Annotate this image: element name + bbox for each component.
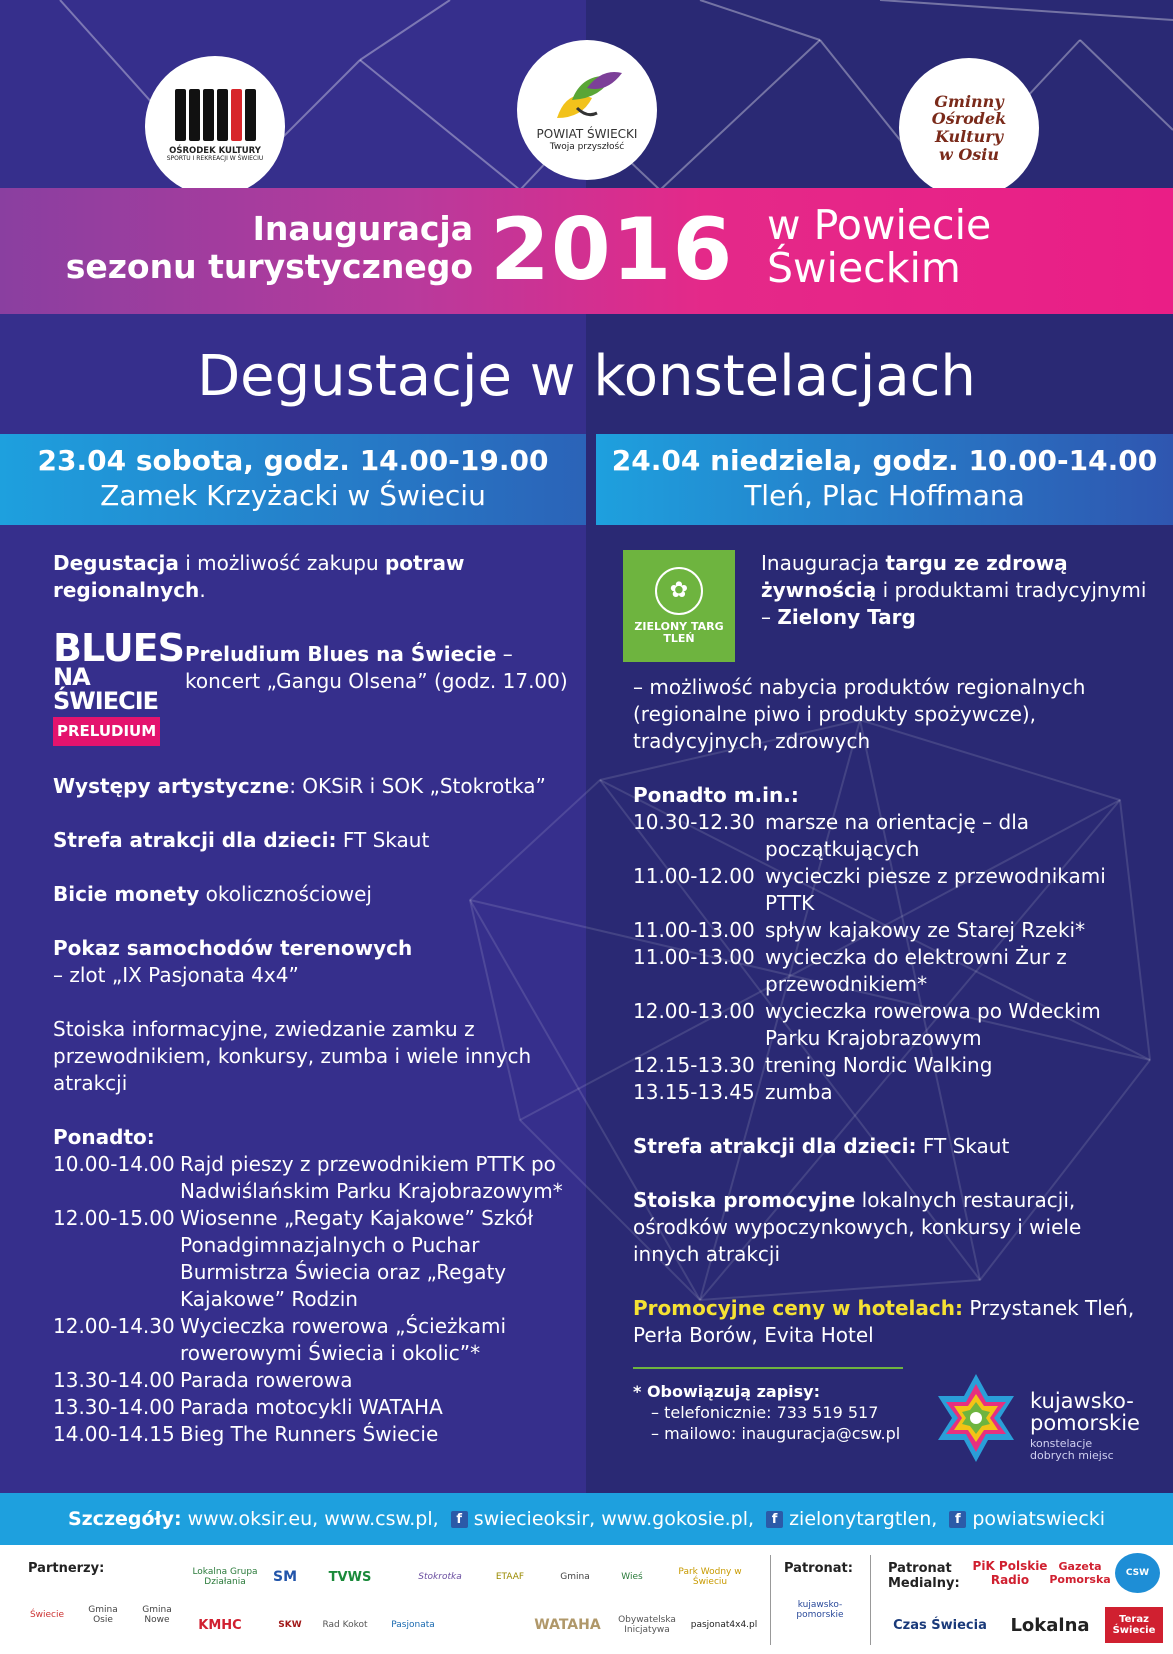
kujawsko-pomorskie-logo bbox=[930, 1372, 1150, 1472]
partner-logo: Wieś bbox=[621, 1572, 643, 1582]
partners-label: Partnerzy: bbox=[28, 1561, 105, 1576]
banner-right2: Świeckim bbox=[767, 244, 961, 293]
strefa-right-bold: Strefa atrakcji dla dzieci: bbox=[633, 1134, 917, 1158]
schedule-text: Parada motocykli WATAHA bbox=[180, 1395, 443, 1419]
partner-logo: Świecie bbox=[29, 1610, 65, 1620]
schedule-text: marsze na orientację – dla początkujących bbox=[765, 810, 1030, 861]
bicie-bold: Bicie monety bbox=[53, 882, 200, 906]
oksir-logo bbox=[145, 56, 285, 196]
pokaz-paragraph bbox=[53, 935, 573, 989]
degustacja-bold2: potraw regionalnych bbox=[53, 551, 465, 602]
schedule-time: 12.00-15.00 bbox=[53, 1206, 175, 1230]
partner-logo: WATAHA bbox=[534, 1617, 601, 1633]
kp-name1: kujawsko- bbox=[1030, 1389, 1134, 1413]
schedule-time: 12.15-13.30 bbox=[633, 1053, 755, 1077]
banner-left-text bbox=[66, 210, 473, 286]
oksir-bars-icon bbox=[175, 89, 256, 141]
powiat-logo-line1: POWIAT ŚWIECKI bbox=[536, 126, 638, 141]
right-schedule bbox=[633, 809, 1153, 1106]
schedule-text: Rajd pieszy z przewodnikiem PTTK po Nadwiślańskim Parku Krajobrazowym* bbox=[180, 1152, 563, 1203]
partner-logo: Park Wodny w Świeciu bbox=[678, 1567, 742, 1587]
schedule-text: Bieg The Runners Świecie bbox=[180, 1422, 439, 1446]
schedule-time: 10.30-12.30 bbox=[633, 810, 755, 834]
schedule-text: wycieczka do elektrowni Żur z przewodnikiem* bbox=[765, 945, 1067, 996]
kp-subtitle bbox=[1030, 1438, 1114, 1462]
strefa-left-bold: Strefa atrakcji dla dzieci: bbox=[53, 828, 337, 852]
media-logo: Lokalna bbox=[1010, 1614, 1090, 1636]
main-title: Degustacje w konstelacjach bbox=[197, 344, 976, 409]
note-divider bbox=[633, 1367, 903, 1369]
zt-text1: Inauguracja bbox=[761, 551, 886, 575]
degustacja-paragraph bbox=[53, 550, 573, 604]
gok-line4: w Osiu bbox=[939, 144, 999, 164]
partner-logo: SKW bbox=[278, 1620, 302, 1630]
title-banner bbox=[0, 188, 1173, 314]
blues-text bbox=[185, 641, 573, 695]
strefa-right-paragraph bbox=[633, 1133, 1153, 1160]
gok-line2: Ośrodek bbox=[931, 109, 1007, 129]
powiat-logo-line2: Twoja przyszłość bbox=[549, 141, 625, 152]
stoiska-right-paragraph bbox=[633, 1187, 1153, 1268]
tree-icon: ✿ bbox=[655, 567, 703, 615]
strefa-right-text: FT Skaut bbox=[916, 1134, 1010, 1158]
stoiska-right-text: lokalnych restauracji, ośrodków wypoczynkowych, konkursy i wiele innych atrakcji bbox=[633, 1188, 1082, 1266]
stoiska-right-bold: Stoiska promocyjne bbox=[633, 1188, 856, 1212]
promo-bold: Promocyjne ceny w hotelach: bbox=[633, 1296, 963, 1320]
note-phone: – telefonicznie: 733 519 517 bbox=[651, 1403, 879, 1422]
schedule-time: 12.00-13.00 bbox=[633, 999, 755, 1023]
partner-logo: Gmina Nowe bbox=[142, 1605, 172, 1625]
zielony-targ-item bbox=[633, 550, 1153, 662]
promo-paragraph bbox=[633, 1295, 1153, 1349]
strefa-left-paragraph bbox=[53, 827, 573, 854]
partners-strip bbox=[0, 1545, 1173, 1654]
ponadto-left-label: Ponadto: bbox=[53, 1125, 155, 1149]
pokaz-text: – zlot „IX Pasjonata 4x4” bbox=[53, 963, 299, 987]
facebook-icon: f bbox=[949, 1511, 966, 1528]
schedule-text: zumba bbox=[765, 1080, 833, 1104]
schedule-time: 13.15-13.45 bbox=[633, 1080, 755, 1104]
partner-logo: TVWS bbox=[328, 1569, 372, 1585]
zielony-targ-logo-text: ZIELONY TARG TLEŃ bbox=[634, 619, 724, 645]
blues-logo-line3: PRELUDIUM bbox=[53, 717, 160, 746]
zt-bold1: targu ze zdrową żywnością bbox=[761, 551, 1068, 602]
blues-item bbox=[53, 626, 573, 746]
details-fb2[interactable]: zielonytargtlen, bbox=[789, 1508, 938, 1530]
media-logo: CSW bbox=[1115, 1553, 1160, 1593]
schedule-text: wycieczki piesze z przewodnikami PTTK bbox=[765, 864, 1106, 915]
degustacja-end: . bbox=[199, 578, 206, 602]
degustacja-text: i możliwość zakupu bbox=[178, 551, 385, 575]
partner-logo: Pasjonata bbox=[391, 1620, 435, 1630]
partner-logo: KMHC bbox=[198, 1617, 242, 1633]
patronat-divider bbox=[870, 1555, 871, 1645]
partners-divider bbox=[770, 1555, 771, 1645]
details-fb1[interactable]: swiecieoksir, www.gokosie.pl, bbox=[473, 1508, 755, 1530]
media-logo: Czas Świecia bbox=[893, 1617, 987, 1633]
zt-text2: i produktami tradycyjnymi – bbox=[761, 578, 1147, 629]
partner-logo: Lokalna Grupa Działania bbox=[192, 1567, 258, 1587]
blues-logo bbox=[53, 626, 185, 746]
schedule-text: Wycieczka rowerowa „Ścieżkami rowerowymi Świecia i okolic”* bbox=[180, 1314, 507, 1365]
powiat-swiecki-logo bbox=[517, 40, 657, 180]
gok-line1: Gminny bbox=[934, 91, 1004, 111]
patronat-medialny-label: Patronat Medialny: bbox=[888, 1561, 960, 1591]
details-bar bbox=[0, 1493, 1173, 1545]
partner-logo: ETAAF bbox=[495, 1572, 525, 1582]
oksir-logo-line1: OŚRODEK KULTURY bbox=[169, 145, 261, 156]
media-logo: Teraz Świecie bbox=[1105, 1607, 1163, 1643]
right-column bbox=[633, 550, 1153, 1444]
date-bar-right bbox=[596, 434, 1173, 525]
note-mail: – mailowo: inauguracja@csw.pl bbox=[651, 1424, 901, 1443]
ponadto-right-heading bbox=[633, 782, 1153, 809]
banner-line1: Inauguracja bbox=[252, 209, 473, 248]
strefa-left-text: FT Skaut bbox=[336, 828, 430, 852]
gok-line3: Kultury bbox=[934, 127, 1003, 146]
schedule-time: 13.30-14.00 bbox=[53, 1368, 175, 1392]
kp-name2: pomorskie bbox=[1030, 1411, 1140, 1435]
details-label: Szczegóły: bbox=[67, 1508, 182, 1530]
banner-year: 2016 bbox=[490, 200, 734, 300]
wystepy-text: : OKSiR i SOK „Stokrotka” bbox=[289, 774, 546, 798]
kp-star-icon bbox=[930, 1372, 1022, 1464]
wystepy-bold: Występy artystyczne bbox=[53, 774, 290, 798]
kp-sub2: dobrych miejsc bbox=[1030, 1449, 1114, 1462]
date-left-line2: Zamek Krzyżacki w Świeciu bbox=[100, 479, 486, 512]
bicie-paragraph bbox=[53, 881, 573, 908]
pokaz-bold: Pokaz samochodów terenowych bbox=[53, 936, 413, 960]
kp-name bbox=[1030, 1390, 1140, 1434]
patronat-label: Patronat: bbox=[784, 1561, 853, 1576]
media-logo: PiK Polskie Radio bbox=[972, 1559, 1048, 1587]
blues-logo-line1: BLUES bbox=[53, 626, 185, 670]
schedule-time: 11.00-13.00 bbox=[633, 918, 755, 942]
kp-sub1: konstelacje bbox=[1030, 1437, 1093, 1450]
date-right-line2: Tleń, Plac Hoffmana bbox=[744, 479, 1025, 512]
schedule-time: 10.00-14.00 bbox=[53, 1152, 175, 1176]
banner-right-text bbox=[767, 201, 992, 293]
zt-bold2: Zielony Targ bbox=[777, 605, 916, 629]
partner-logo: Gmina bbox=[560, 1572, 590, 1582]
gok-osie-logo bbox=[899, 58, 1039, 198]
schedule-text: spływ kajakowy ze Starej Rzeki* bbox=[765, 918, 1086, 942]
promo-text: Przystanek Tleń, Perła Borów, Evita Hotel bbox=[633, 1296, 1135, 1347]
left-schedule bbox=[53, 1151, 573, 1448]
schedule-time: 14.00-14.15 bbox=[53, 1422, 175, 1446]
facebook-icon: f bbox=[766, 1511, 783, 1528]
schedule-text: Parada rowerowa bbox=[180, 1368, 353, 1392]
schedule-text: wycieczka rowerowa po Wdeckim Parku Krajobrazowym bbox=[765, 999, 1101, 1050]
date-right-line1: 24.04 niedziela, godz. 10.00-14.00 bbox=[611, 444, 1158, 477]
note-title: * Obowiązują zapisy: bbox=[633, 1382, 820, 1401]
schedule-text: Wiosenne „Regaty Kajakowe” Szkół Ponadgimnazjalnych o Puchar Burmistrza Świecia oraz „Regaty Kajakowe” Rodzin bbox=[180, 1206, 534, 1311]
partner-logo: Stokrotka bbox=[418, 1572, 462, 1582]
date-left-line1: 23.04 sobota, godz. 14.00-19.00 bbox=[37, 444, 549, 477]
partner-logo: Rad Kokot bbox=[322, 1620, 368, 1630]
schedule-time: 13.30-14.00 bbox=[53, 1395, 175, 1419]
details-websites[interactable]: www.oksir.eu, www.csw.pl, bbox=[187, 1508, 439, 1530]
ponadto-right-label: Ponadto m.in.: bbox=[633, 783, 799, 807]
schedule-time: 11.00-13.00 bbox=[633, 945, 755, 969]
schedule-time: 11.00-12.00 bbox=[633, 864, 755, 888]
ponadto-left-heading bbox=[53, 1124, 573, 1151]
powiat-leaf-icon bbox=[547, 68, 627, 128]
media-logo: Gazeta Pomorska bbox=[1049, 1560, 1111, 1586]
schedule-text: trening Nordic Walking bbox=[765, 1053, 993, 1077]
partner-logo: Gmina Osie bbox=[88, 1605, 118, 1625]
schedule-time: 12.00-14.30 bbox=[53, 1314, 175, 1338]
left-column bbox=[53, 550, 573, 1448]
blues-desc: – koncert „Gangu Olsena” (godz. 17.00) bbox=[185, 642, 568, 693]
partner-logo: pasjonat4x4.pl bbox=[690, 1620, 758, 1630]
facebook-icon: f bbox=[451, 1511, 468, 1528]
blues-bold: Preludium Blues na Świecie bbox=[185, 642, 497, 666]
degustacja-bold: Degustacja bbox=[53, 551, 179, 575]
details-fb3[interactable]: powiatswiecki bbox=[972, 1508, 1106, 1530]
stoiska-left-paragraph: Stoiska informacyjne, zwiedzanie zamku z przewodnikiem, konkursy, zumba i wiele innych atrakcji bbox=[53, 1017, 532, 1095]
zielony-targ-text bbox=[761, 550, 1153, 631]
zielony-targ-logo bbox=[623, 550, 735, 662]
bicie-text: okolicznościowej bbox=[199, 882, 372, 906]
patronat-logo: kujawsko-pomorskie bbox=[796, 1600, 844, 1620]
partner-logo: SM bbox=[272, 1569, 297, 1585]
oksir-logo-line2: SPORTU I REKREACJI W ŚWIECIU bbox=[166, 155, 264, 163]
mozliwosc-paragraph: – możliwość nabycia produktów regionalnych (regionalne piwo i produkty spożywcze), tradycyjnych, zdrowych bbox=[633, 675, 1086, 753]
banner-right1: w Powiecie bbox=[767, 201, 992, 249]
date-bar-left bbox=[0, 434, 586, 525]
partner-logo: Obywatelska Inicjatywa bbox=[618, 1615, 676, 1635]
blues-logo-line2: NA ŚWIECIE bbox=[53, 663, 159, 715]
wystepy-paragraph bbox=[53, 773, 573, 800]
banner-line2: sezonu turystycznego bbox=[65, 246, 473, 286]
